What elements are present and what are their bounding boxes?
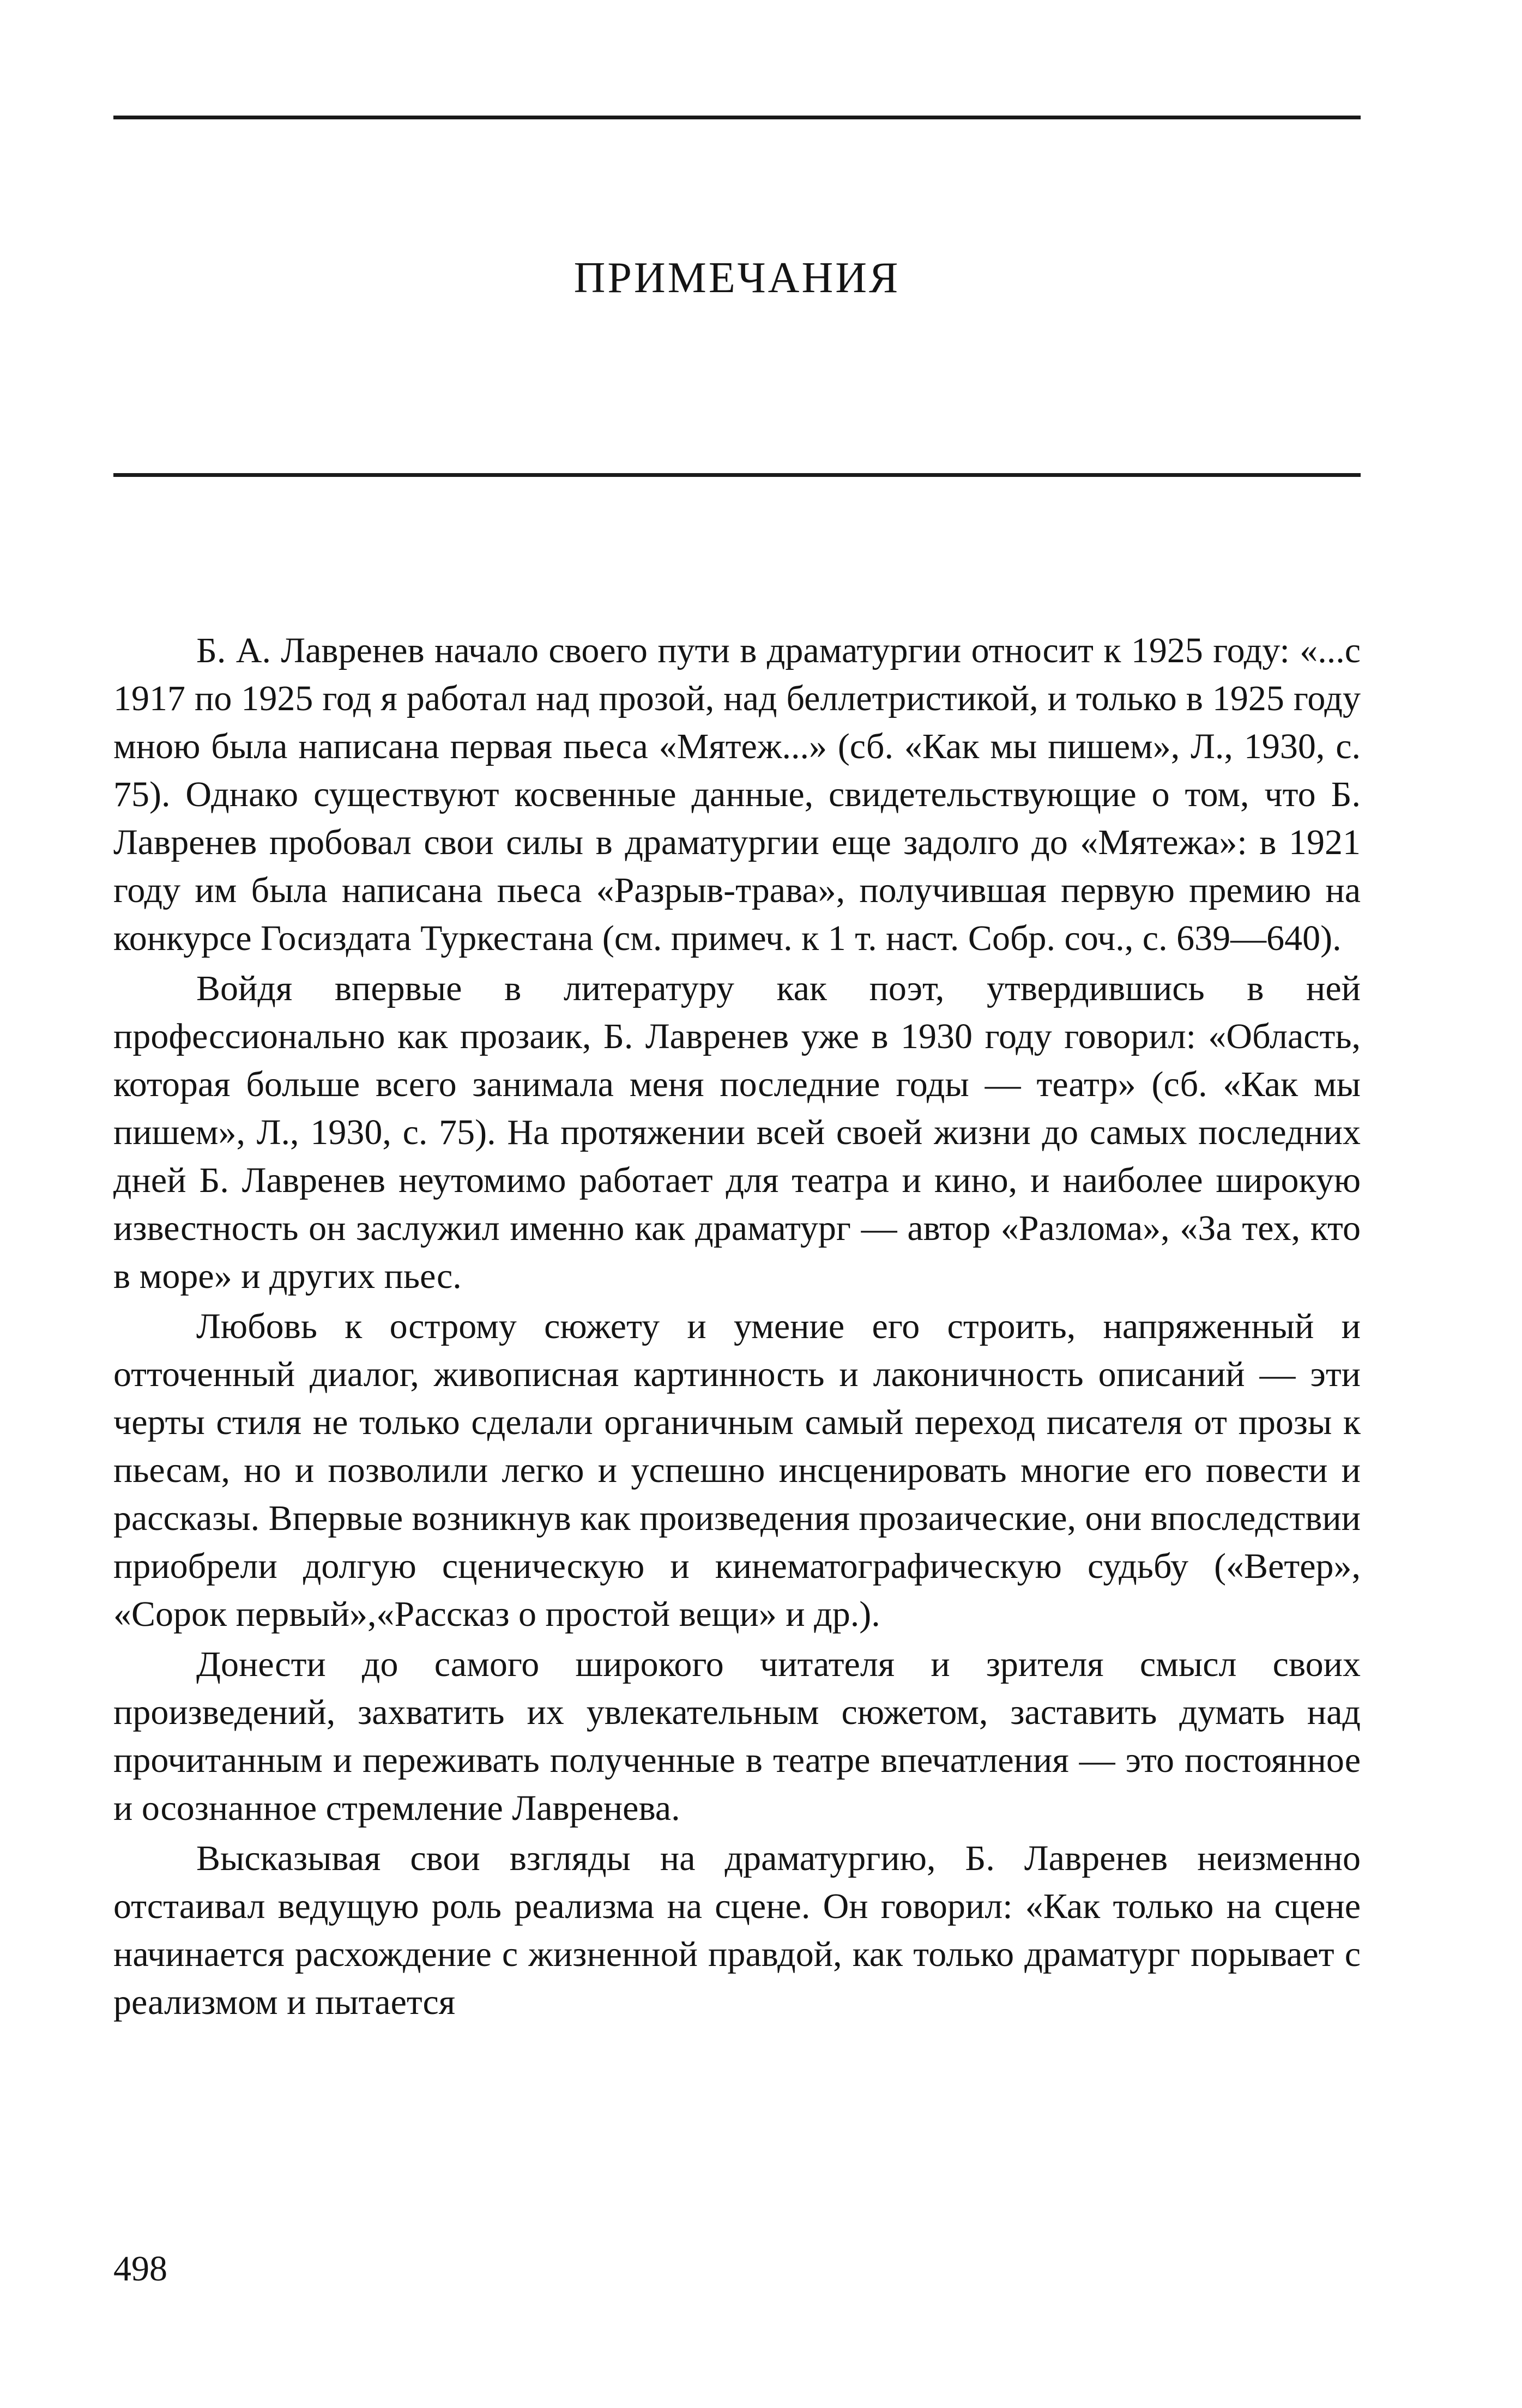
- paragraph-1: Б. А. Лавренев начало своего пути в драматургии относит к 1925 году: «...с 1917 по 1925 год я работал над прозой, над беллетристикой, и только в 1925 году мною была написана первая пьеса «Мятеж...» (сб. «Как мы пишем», Л., 1930, с. 75). Однако существуют косвенные данные, свидетельствующие о том, что Б. Лавренев пробовал свои силы в драматургии еще задолго до «Мятежа»: в 1921 году им была написана пьеса «Разрыв-трава», получившая первую премию на конкурсе Госиздата Туркестана (см. примеч. к 1 т. наст. Собр. соч., с. 639—640).: [113, 631, 1361, 958]
- body-text: [113, 627, 1361, 2026]
- heading-underline-rule: [113, 473, 1361, 477]
- paragraph-5: Высказывая свои взгляды на драматургию, Б. Лавренев неизменно отстаивал ведущую роль реализма на сцене. Он говорил: «Как только на сцене начинается расхождение с жизненной правдой, как только драматург порывает с реализмом и пытается: [113, 1838, 1361, 2022]
- page-number: 498: [113, 2249, 167, 2289]
- section-heading: ПРИМЕЧАНИЯ: [573, 254, 901, 302]
- paragraph-3: Любовь к острому сюжету и умение его строить, напряженный и отточенный диалог, живописная картинность и лаконичность описаний — эти черты стиля не только сделали органичным самый переход писателя от прозы к пьесам, но и позволили легко и успешно инсценировать многие его повести и рассказы. Впервые возникнув как произведения прозаические, они впоследствии приобрели долгую сценическую и кинематографическую судьбу («Ветер», «Сорок первый»,«Рассказ о простой вещи» и др.).: [113, 1306, 1361, 1634]
- paragraph-4: Донести до самого широкого читателя и зрителя смысл своих произведений, захватить их увлекательным сюжетом, заставить думать над прочитанным и переживать полученные в театре впечатления — это постоянное и осознанное стремление Лавренева.: [113, 1644, 1361, 1828]
- paragraph-2: Войдя впервые в литературу как поэт, утвердившись в ней профессионально как прозаик, Б. Лавренев уже в 1930 году говорил: «Область, которая больше всего занимала меня последние годы — театр» (сб. «Как мы пишем», Л., 1930, с. 75). На протяжении всей своей жизни до самых последних дней Б. Лавренев неутомимо работает для театра и кино, и наиболее широкую известность он заслужил именно как драматург — автор «Разлома», «За тех, кто в море» и других пьес.: [113, 969, 1361, 1296]
- top-rule: [113, 116, 1361, 119]
